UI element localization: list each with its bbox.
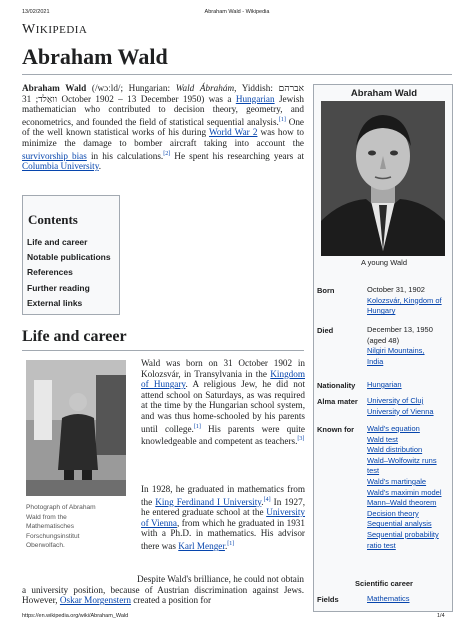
title-divider (22, 74, 452, 75)
link-known-for[interactable]: Mann–Wald theorem (367, 498, 437, 508)
infobox-value-alma-mater (367, 396, 452, 417)
print-page-number: 1/4 (437, 613, 445, 619)
toc-item[interactable]: External links (27, 298, 83, 308)
print-title: Abraham Wald - Wikipedia (204, 9, 270, 15)
link-hungarian[interactable]: Hungarian (367, 380, 402, 389)
link-oskar-morgenstern[interactable]: Oskar Morgenstern (59, 595, 131, 606)
infobox-label-fields: Fields (317, 595, 339, 604)
infobox-label-nationality: Nationality (317, 381, 356, 390)
link-known-for[interactable]: Decision theory (367, 508, 419, 518)
link-known-for[interactable]: Wald's equation (367, 424, 420, 433)
infobox (313, 84, 453, 612)
link-university-of-vienna[interactable]: University of Vienna (141, 507, 305, 528)
lead-paragraph: Abraham Wald (/wɔːld/; Hungarian: Wald Ábrahám, Yiddish: אברהם וואַלד; 31 October 1902 – 13 December 1950) was a Hungarian Jewish mathematician who contributed to decision theory, geometry, and econometrics, and founded the field of statistical sequential analysis.[1] One of the well known statistical works of his during World War 2 was how to minimize the damage to bomber aircraft taking into account the survivorship bias in his calculations.[2] He spent his researching years at Columbia University. (22, 83, 305, 172)
toc-item[interactable]: Further reading (27, 283, 90, 293)
ref-link[interactable]: [4] (263, 496, 271, 503)
link-survivorship-bias[interactable]: survivorship bias (22, 150, 87, 161)
link-hungarian[interactable]: Hungarian (235, 93, 275, 104)
wikipedia-logo[interactable]: WIKIPEDIA (22, 22, 88, 37)
link-university-of-cluj[interactable]: University of Cluj (367, 396, 424, 405)
link-india[interactable]: India (367, 356, 384, 366)
infobox-value-born: October 31, 1902 Kolozsvár, Kingdom of Hungary (367, 285, 452, 317)
ref-link[interactable]: [2] (163, 150, 171, 157)
link-known-for[interactable]: Sequential probability (367, 529, 439, 539)
thumbnail-caption: Photograph of Abraham Wald from the Mathematisches Forschungsinstitut Oberwolfach. (26, 504, 96, 549)
link-nilgiri[interactable]: Nilgiri Mountains, (367, 346, 425, 356)
infobox-value-known-for (367, 424, 452, 551)
toc-item[interactable]: Notable publications (27, 252, 111, 262)
toc-title: Contents (28, 212, 78, 227)
ref-link[interactable]: [1] (193, 423, 201, 430)
infobox-caption: A young Wald (361, 258, 407, 267)
section-divider (22, 350, 304, 351)
infobox-value-fields (367, 594, 452, 605)
link-king-ferdinand-university[interactable]: King Ferdinand I University (155, 496, 262, 507)
infobox-label-alma-mater: Alma mater (317, 397, 358, 406)
link-known-for[interactable]: Wald test (367, 434, 398, 444)
link-mathematics[interactable]: Mathematics (367, 594, 410, 603)
ref-link[interactable]: [1] (227, 541, 235, 548)
infobox-title: Abraham Wald (350, 88, 418, 99)
link-karl-menger[interactable]: Karl Menger (178, 541, 225, 552)
infobox-value-died: December 13, 1950 (aged 48) Nilgiri Mountains, India (367, 325, 452, 367)
table-of-contents (22, 195, 120, 315)
infobox-label-died: Died (317, 326, 334, 335)
infobox-label-known-for: Known for (317, 425, 355, 434)
toc-item[interactable]: References (27, 267, 73, 277)
link-columbia[interactable]: Columbia University (22, 161, 99, 172)
link-known-for[interactable]: test (367, 466, 380, 476)
link-known-for[interactable]: ratio test (367, 540, 396, 550)
photo-wald-oberwolfach (26, 360, 126, 496)
link-known-for[interactable]: Wald's martingale (367, 476, 427, 486)
portrait-young-wald (321, 101, 445, 256)
link-known-for[interactable]: Wald–Wolfowitz runs (367, 455, 437, 465)
link-known-for[interactable]: Wald distribution (367, 445, 423, 455)
page-title: Abraham Wald (22, 44, 168, 69)
link-hungary[interactable]: Hungary (367, 306, 396, 316)
link-known-for[interactable]: Sequential analysis (367, 519, 432, 529)
link-ww2[interactable]: World War 2 (208, 127, 258, 138)
infobox-section-scientific-career: Scientific career (355, 579, 413, 588)
link-kingdom-of-hungary[interactable]: Kingdom of Hungary (141, 368, 305, 390)
link-known-for[interactable]: Wald's maximin model (367, 487, 442, 497)
print-date: 13/02/2021 (22, 9, 50, 15)
body-paragraph: In 1928, he graduated in mathematics from the King Ferdinand I University.[4] In 1927, he entered graduate school at the University of Vienna, from which he graduated in 1931 with a Ph.D. in mathematics. His advisor there was Karl Menger.[1] (141, 484, 306, 552)
thumbnail-photo[interactable] (26, 360, 126, 496)
body-paragraph: Despite Wald's brilliance, he could not obtain a university position, because of Austrian discrimination against Jews. However, Oskar Morgenstern created a position for (22, 574, 304, 606)
infobox-portrait[interactable] (321, 101, 445, 256)
ref-link[interactable]: [3] (297, 436, 305, 443)
infobox-value-nationality (367, 380, 452, 391)
print-url: https://en.wikipedia.org/wiki/Abraham_Wald (22, 613, 129, 619)
toc-item[interactable]: Life and career (27, 237, 88, 247)
body-paragraph: Wald was born on 31 October 1902 in Kolozsvár, in Transylvania in the Kingdom of Hungary. A religious Jew, he did not attend school on Saturdays, as was required at the time by the Hungarian school system, and was thus home-schooled by his parents until college.[1] His parents were quite knowledgeable and competent as teachers.[3] (141, 358, 306, 447)
link-kolozsvar[interactable]: Kolozsvár, Kingdom of (367, 295, 442, 305)
infobox-label-born: Born (317, 286, 335, 295)
section-heading: Life and career (22, 328, 127, 345)
ref-link[interactable]: [1] (278, 116, 286, 123)
link-university-of-vienna[interactable]: University of Vienna (367, 406, 434, 416)
